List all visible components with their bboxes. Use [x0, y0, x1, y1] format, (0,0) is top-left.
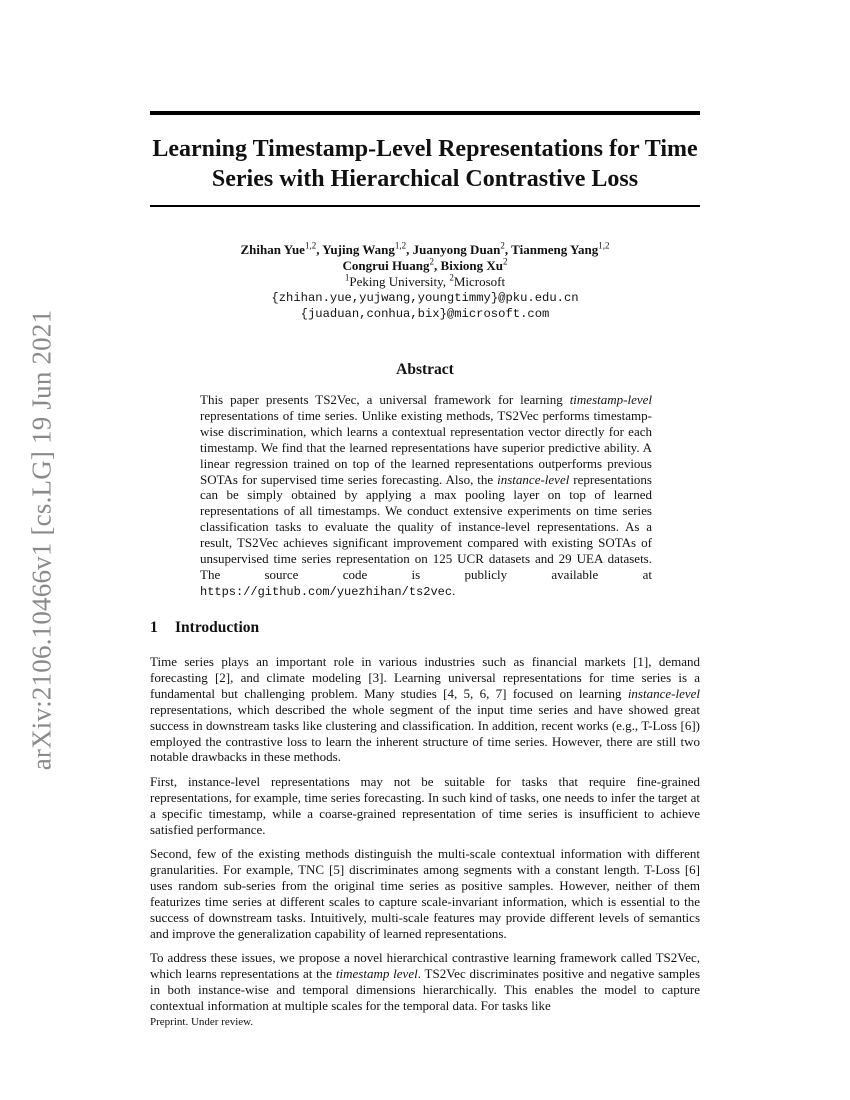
paragraph-text: Time series plays an important role in various industries such as financial markets [1], demand forecasting [2], and climate modeling [3]. Learning universal representations for time series is a fundamental but challenging problem. Many studies [4, 5, 6, 7] focused on learning: [150, 654, 700, 701]
abstract-text-part: This paper presents TS2Vec, a universal framework for learning: [200, 392, 570, 407]
author-email-microsoft: {juaduan,conhua,bix}@microsoft.com: [300, 307, 550, 321]
title-line-1: Learning Timestamp-Level Representations for Time: [152, 136, 698, 162]
author-affiliation-mark: 1,2: [304, 240, 317, 251]
section-title: Introduction: [175, 619, 260, 636]
introduction-body: [150, 654, 700, 1022]
source-code-link[interactable]: https://github.com/yuezhihan/ts2vec: [200, 584, 453, 599]
title-line-2: Series with Hierarchical Contrastive Loss: [211, 166, 639, 192]
abstract-text-part: representations can be simply obtained by applying a max pooling layer on top of learned representations of all timestamps. We conduct extensive experiments on time series classification tasks to evaluate the quality of instance-level representations. As a result, TS2Vec achieves significant improvement compared with existing SOTAs of unsupervised time series representation on 125 UCR datasets and 29 UEA datasets. The source code is publicly available at: [200, 471, 652, 582]
paragraph-emphasis: instance-level: [627, 685, 700, 701]
affiliation-mark: 1: [344, 272, 350, 283]
affiliations: [150, 274, 700, 290]
author-name: Zhihan Yue: [240, 242, 305, 257]
abstract-heading: Abstract: [396, 361, 454, 378]
paper-title: [150, 134, 700, 194]
title-bottom-rule: [150, 205, 700, 207]
author-email-pku: {zhihan.yue,yujwang,youngtimmy}@pku.edu.cn: [271, 291, 579, 305]
author-name: Bixiong Xu: [440, 258, 504, 273]
paragraph-text: To address these issues, we propose a novel hierarchical contrastive learning framework called TS2Vec, which learns representations at the: [150, 949, 700, 981]
body-paragraph: Second, few of the existing methods distinguish the multi-scale contextual information with different granularities. For example, TNC [5] discriminates among segments with a constant length. T-Loss [6] uses random sub-series from the original time series as positive samples. However, neither of them featurizes time series at different scales to capture scale-invariant information, which is essential to the success of downstream tasks. Intuitively, multi-scale features may provide different levels of semantics and improve the generalization capability of learned representations.: [150, 845, 700, 941]
paragraph-text: . TS2Vec discriminates positive and negative samples in both instance-wise and temporal dimensions hierarchically. This enables the model to capture contextual information at multiple scales for the temporal data. For tasks like: [150, 965, 701, 1013]
paragraph-emphasis: timestamp level: [335, 965, 418, 981]
author-block: [150, 242, 700, 322]
author-affiliation-mark: 2: [500, 240, 505, 251]
body-paragraph: [150, 654, 700, 765]
preprint-footer: Preprint. Under review.: [150, 1016, 254, 1028]
author-name: Tianmeng Yang: [511, 242, 599, 257]
author-affiliation-mark: 2: [429, 256, 435, 267]
author-name: Juanyong Duan: [412, 242, 501, 257]
paragraph-text: representations, which described the whole segment of the input time series and have showed great success in downstream tasks like clustering and classification. In addition, recent works (e.g., T-Loss [6]) employed the contrastive loss to learn the inherent structure of time series. However, there are still two notable drawbacks in these methods.: [150, 701, 700, 765]
abstract-emphasis: instance-level: [497, 471, 570, 487]
abstract-emphasis: timestamp-level: [569, 392, 652, 407]
title-top-rule: [150, 111, 700, 115]
author-name: Yujing Wang: [322, 242, 395, 257]
arxiv-identifier: arXiv:2106.10466v1 [cs.LG] 19 Jun 2021: [26, 309, 57, 771]
body-paragraph: First, instance-level representations may not be suitable for tasks that require fine-grained representations, for example, time series forecasting. In such kind of tasks, one needs to infer the target at a specific timestamp, while a coarse-grained representation of time series is insufficient to achieve satisfied performance.: [150, 773, 700, 837]
author-name: Congrui Huang: [342, 258, 430, 273]
affiliation-microsoft: Microsoft: [453, 274, 506, 289]
affiliation-mark: 2: [449, 272, 454, 283]
abstract-text-part: .: [452, 582, 456, 598]
author-affiliation-mark: 1,2: [394, 240, 407, 251]
section-number: 1: [150, 619, 158, 636]
abstract-text: [200, 392, 652, 601]
abstract-text-part: representations of time series. Unlike existing methods, TS2Vec performs timestamp-wise discrimination, which learns a contextual representation vector directly for each timestamp. We find that the learned representations have superior predictive ability. A linear regression trained on top of the learned representations outperforms previous SOTAs for supervised time series forecasting. Also, the: [200, 407, 652, 487]
affiliation-peking: Peking University,: [349, 274, 450, 289]
author-affiliation-mark: 1,2: [598, 240, 610, 251]
author-names-line-1: Zhihan Yue$^{1,2}$, Yujing Wang$^{1,2}$, Juanyong Duan$^2$, Tianmeng Yang$^{1,2}$: [240, 240, 610, 257]
body-paragraph: [150, 950, 700, 1014]
author-affiliation-mark: 2: [503, 256, 508, 267]
section-heading-introduction: [150, 619, 259, 637]
author-names-line-2: Congrui Huang$^2$, Bixiong Xu$^2$: [342, 256, 508, 273]
